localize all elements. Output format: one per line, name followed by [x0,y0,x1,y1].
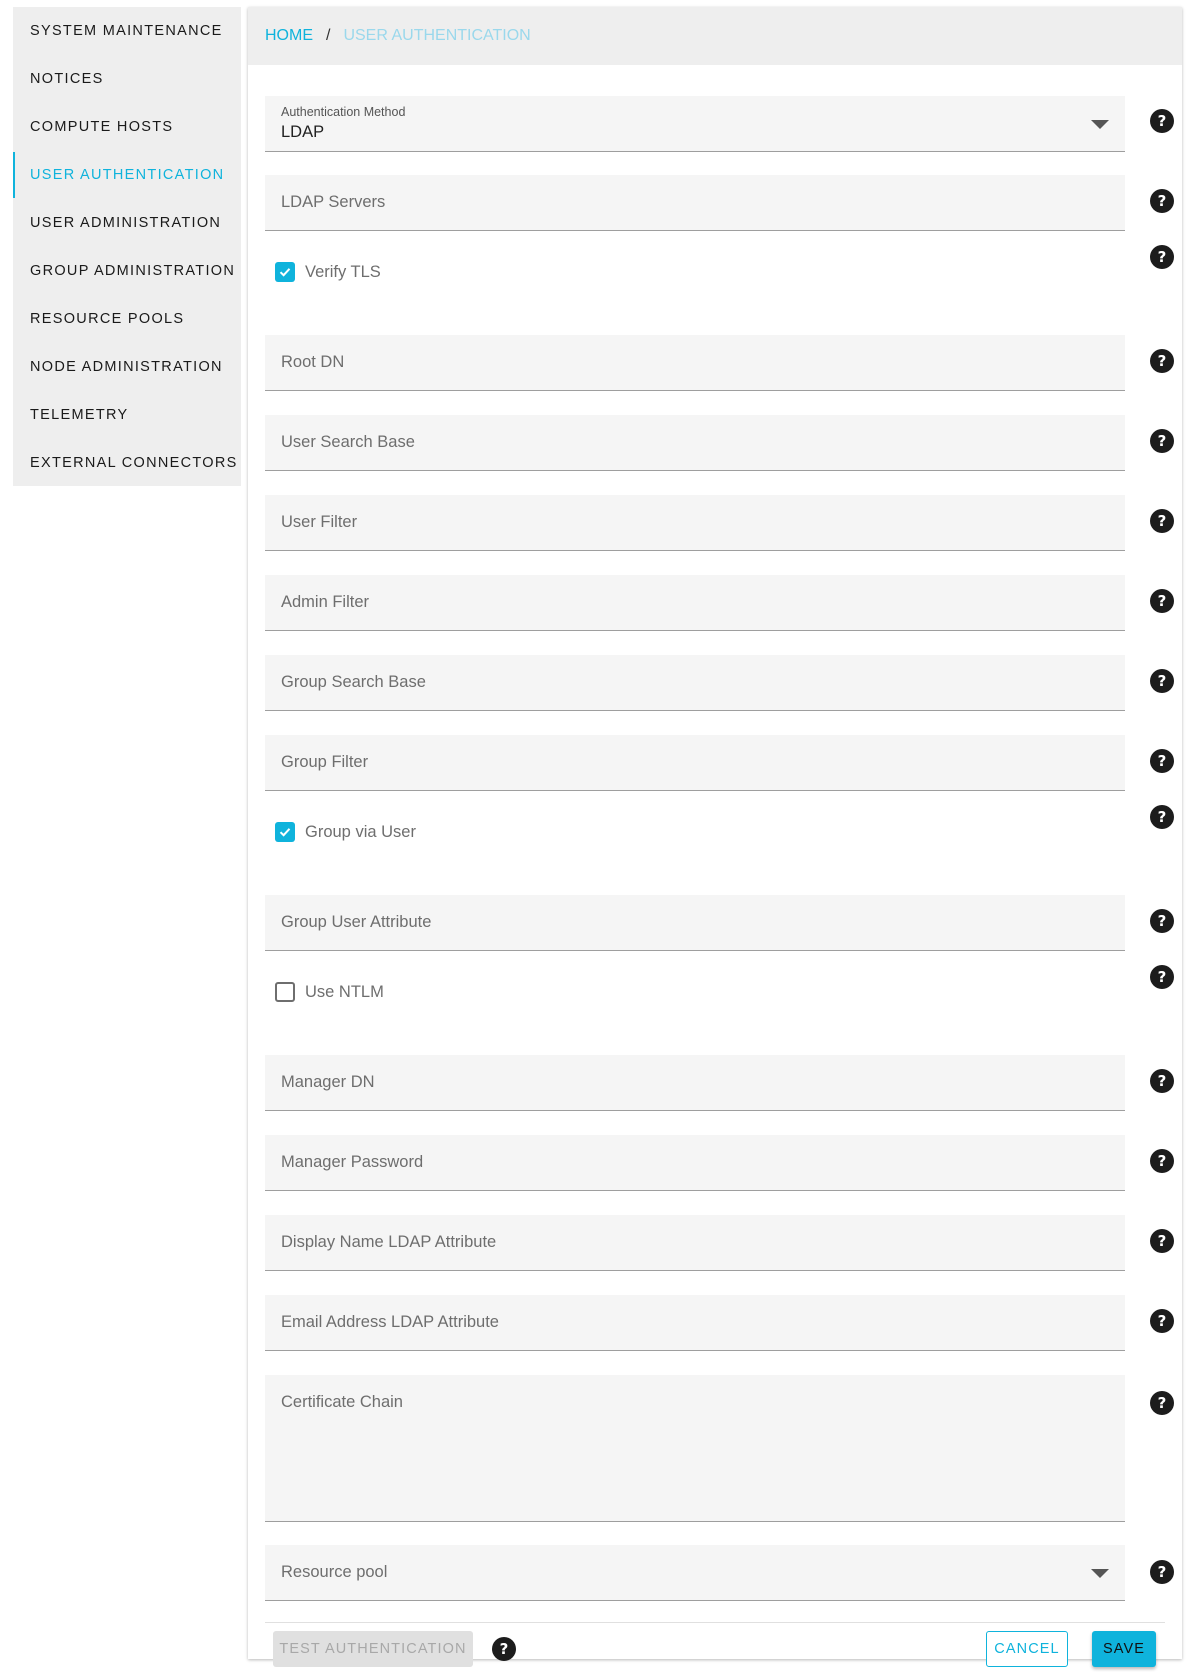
question-circle-icon[interactable]: ? [1150,749,1174,773]
certificate-chain-placeholder: Certificate Chain [281,1393,403,1411]
ldap-servers-placeholder: LDAP Servers [281,193,386,211]
auth-method-select[interactable] [265,96,1125,152]
question-circle-icon[interactable]: ? [1150,1309,1174,1333]
sidebar-item-group-administration[interactable]: GROUP ADMINISTRATION [30,263,236,279]
question-circle-icon[interactable]: ? [1150,429,1174,453]
checkmark-icon [278,825,292,839]
sidebar-item-compute-hosts[interactable]: COMPUTE HOSTS [30,119,174,135]
user-search-base-field[interactable] [265,415,1125,471]
sidebar [13,7,241,486]
admin-filter-field[interactable] [265,575,1125,631]
ldap-servers-field[interactable] [265,175,1125,231]
group-user-attribute-field[interactable] [265,895,1125,951]
group-via-user-label: Group via User [305,822,416,841]
verify-tls-checkbox[interactable] [275,260,381,284]
question-circle-icon[interactable]: ? [1150,109,1174,133]
breadcrumb-current: USER AUTHENTICATION [343,27,531,44]
display-name-ldap-attribute-field[interactable] [265,1215,1125,1271]
manager-dn-placeholder: Manager DN [281,1073,375,1091]
main-panel [248,7,1182,1659]
question-circle-icon[interactable]: ? [1150,245,1174,269]
breadcrumb [248,7,1182,65]
question-circle-icon[interactable]: ? [1150,909,1174,933]
user-search-base-placeholder: User Search Base [281,433,415,451]
sidebar-item-user-authentication[interactable]: USER AUTHENTICATION [13,151,241,199]
question-circle-icon[interactable]: ? [1150,965,1174,989]
use-ntlm-checkbox[interactable] [275,980,384,1004]
group-filter-field[interactable] [265,735,1125,791]
question-circle-icon[interactable]: ? [1150,1149,1174,1173]
manager-password-placeholder: Manager Password [281,1153,424,1171]
admin-filter-placeholder: Admin Filter [281,593,370,611]
manager-dn-field[interactable] [265,1055,1125,1111]
cancel-button[interactable]: CANCEL [986,1631,1068,1667]
question-circle-icon[interactable]: ? [1150,1560,1174,1584]
breadcrumb-separator: / [326,27,331,44]
sidebar-item-system-maintenance[interactable]: SYSTEM MAINTENANCE [30,23,223,39]
question-circle-icon[interactable]: ? [1150,1069,1174,1093]
checkbox-checked[interactable] [275,822,295,842]
question-circle-icon[interactable]: ? [1150,669,1174,693]
question-circle-icon[interactable]: ? [1150,589,1174,613]
checkmark-icon [278,265,292,279]
auth-method-value: LDAP [281,123,325,141]
resource-pool-select[interactable] [265,1545,1125,1601]
use-ntlm-label: Use NTLM [305,982,384,1001]
group-filter-placeholder: Group Filter [281,753,369,771]
sidebar-item-notices[interactable]: NOTICES [30,71,104,87]
breadcrumb-home-link[interactable]: HOME [265,27,313,44]
group-user-attribute-placeholder: Group User Attribute [281,913,432,931]
sidebar-item-user-administration[interactable]: USER ADMINISTRATION [30,215,222,231]
question-circle-icon[interactable]: ? [1150,189,1174,213]
sidebar-item-resource-pools[interactable]: RESOURCE POOLS [30,311,185,327]
group-search-base-field[interactable] [265,655,1125,711]
user-filter-field[interactable] [265,495,1125,551]
display-name-ldap-attribute-placeholder: Display Name LDAP Attribute [281,1233,497,1251]
sidebar-item-external-connectors[interactable]: EXTERNAL CONNECTORS [30,455,238,471]
question-circle-icon[interactable]: ? [1150,805,1174,829]
email-address-ldap-attribute-placeholder: Email Address LDAP Attribute [281,1313,499,1331]
resource-pool-placeholder: Resource pool [281,1563,388,1581]
sidebar-item-telemetry[interactable]: TELEMETRY [30,407,129,423]
caret-down-icon [1091,120,1109,129]
group-search-base-placeholder: Group Search Base [281,673,426,691]
manager-password-field[interactable] [265,1135,1125,1191]
root-dn-field[interactable] [265,335,1125,391]
email-address-ldap-attribute-field[interactable] [265,1295,1125,1351]
certificate-chain-textarea[interactable] [265,1375,1125,1522]
sidebar-item-node-administration[interactable]: NODE ADMINISTRATION [30,359,223,375]
question-circle-icon[interactable]: ? [492,1637,516,1661]
group-via-user-checkbox[interactable] [275,820,416,844]
verify-tls-label: Verify TLS [305,262,381,281]
test-authentication-button[interactable]: TEST AUTHENTICATION [273,1631,473,1667]
actions-divider [265,1622,1165,1623]
user-filter-placeholder: User Filter [281,513,358,531]
caret-down-icon [1091,1569,1109,1578]
question-circle-icon[interactable]: ? [1150,509,1174,533]
question-circle-icon[interactable]: ? [1150,349,1174,373]
question-circle-icon[interactable]: ? [1150,1391,1174,1415]
save-button[interactable]: SAVE [1092,1631,1156,1667]
question-circle-icon[interactable]: ? [1150,1229,1174,1253]
checkbox-unchecked[interactable] [275,982,295,1002]
auth-method-label: Authentication Method [281,105,406,119]
checkbox-checked[interactable] [275,262,295,282]
root-dn-placeholder: Root DN [281,353,345,371]
